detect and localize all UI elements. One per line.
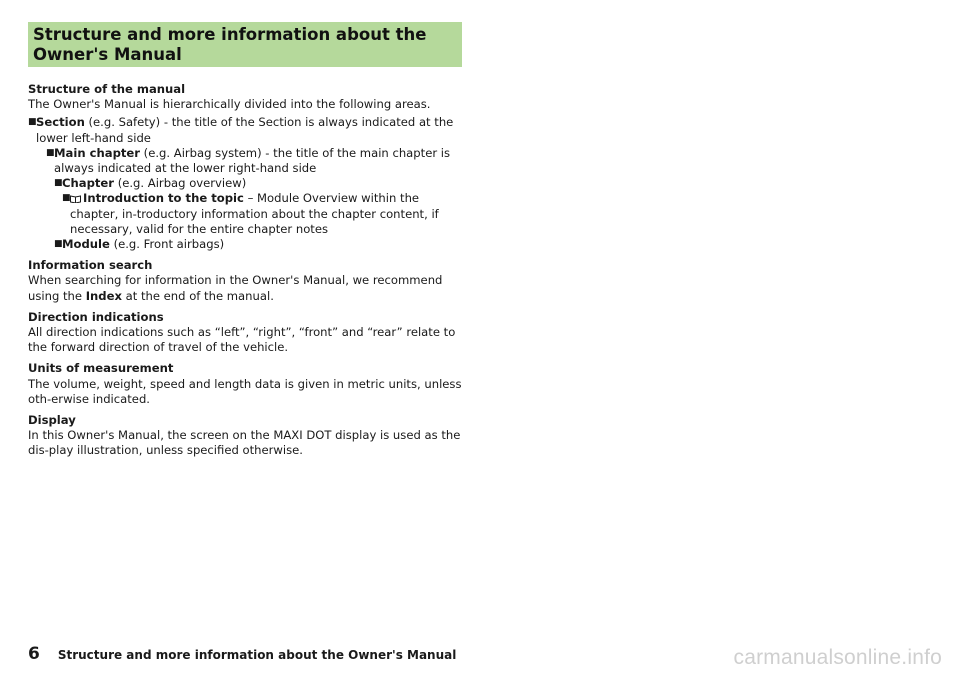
info-search-text: When searching for information in the Owner's Manual, we recommend using the Index at the end of the manual. bbox=[28, 273, 443, 303]
main-content bbox=[28, 82, 468, 465]
list-item-module: ■ Module (e.g. Front airbags) bbox=[54, 237, 225, 252]
footer-title: Structure and more information about the Owner's Manual bbox=[57, 648, 457, 662]
structure-section bbox=[28, 82, 468, 252]
display-section bbox=[28, 413, 468, 459]
bullet-square-icon: ■ bbox=[62, 193, 71, 204]
page-footer bbox=[28, 644, 456, 664]
bullet-square-icon: ■ bbox=[46, 147, 55, 158]
info-search-heading: Information search bbox=[28, 258, 153, 273]
units-section bbox=[28, 361, 468, 407]
display-text: In this Owner's Manual, the screen on the MAXI DOT display is used as the dis-play illustration, unless specified otherwise. bbox=[28, 428, 461, 458]
book-icon bbox=[70, 195, 81, 203]
bullet-square-icon: ■ bbox=[54, 239, 63, 250]
bullet-square-icon: ■ bbox=[54, 178, 63, 189]
list-item-section: ■ Section (e.g. Safety) - the title of the Section is always indicated at the lower left-hand side bbox=[28, 115, 454, 145]
units-heading: Units of measurement bbox=[28, 361, 174, 376]
bullet-square-icon: ■ bbox=[28, 117, 37, 128]
page-number: 6 bbox=[28, 644, 40, 664]
display-heading: Display bbox=[28, 413, 76, 428]
direction-text: All direction indications such as “left”, “right”, “front” and “rear” relate to the forward direction of travel of the vehicle. bbox=[28, 325, 456, 355]
list-item-main-chapter: ■ Main chapter (e.g. Airbag system) - the title of the main chapter is always indicated at the lower right-hand side bbox=[46, 145, 451, 176]
page-title: Structure and more information about the Owner's Manual bbox=[33, 25, 427, 64]
direction-heading: Direction indications bbox=[28, 309, 164, 324]
structure-intro: The Owner's Manual is hierarchically divided into the following areas. bbox=[28, 97, 431, 112]
units-text: The volume, weight, speed and length data is given in metric units, unless oth-erwise indicated. bbox=[28, 376, 462, 406]
section-header-band bbox=[28, 22, 462, 67]
info-search-section bbox=[28, 258, 468, 304]
structure-heading: Structure of the manual bbox=[28, 82, 186, 96]
watermark-text: carmanualsonline.info bbox=[733, 646, 942, 669]
direction-section bbox=[28, 310, 468, 356]
list-item-introduction: ■ Introduction to the topic – Module Overview within the chapter, in-troductory information about the chapter content, if necessary, valid for the entire chapter notes bbox=[62, 191, 439, 236]
list-item-chapter: ■ Chapter (e.g. Airbag overview) bbox=[54, 176, 247, 191]
